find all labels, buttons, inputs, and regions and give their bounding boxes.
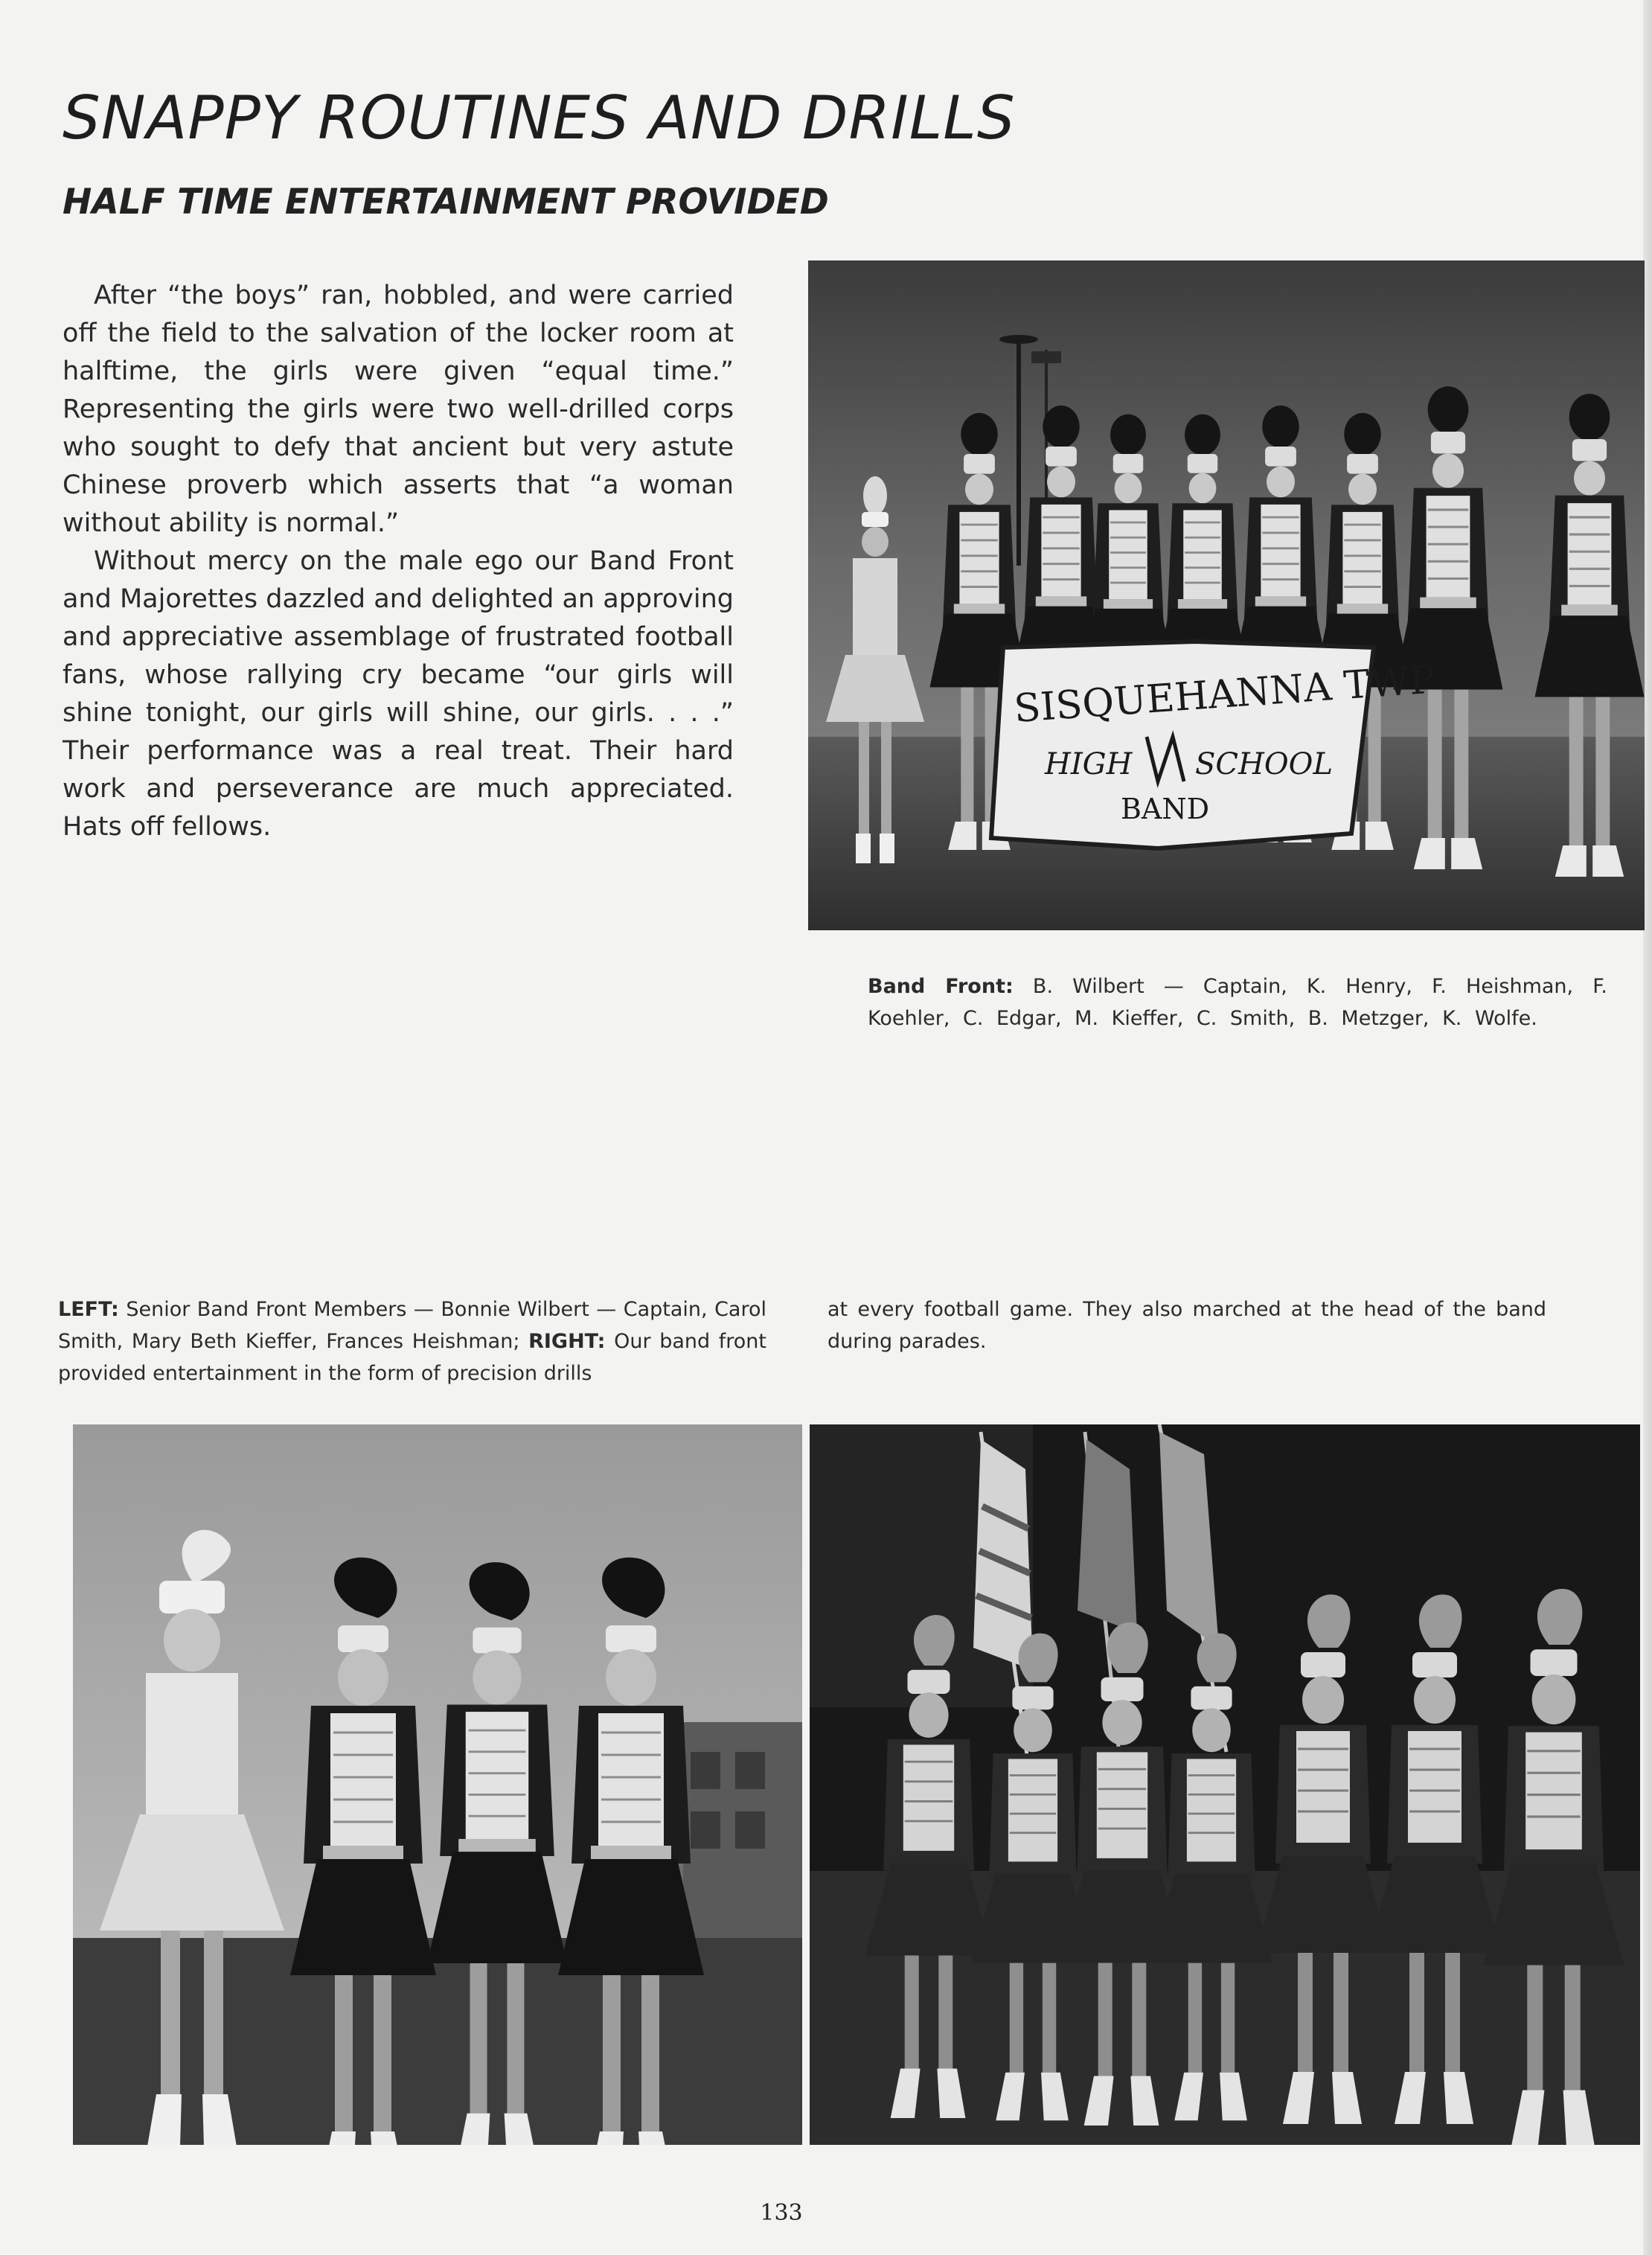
caption-bottom-left — [58, 1293, 766, 1389]
caption-lead-right: RIGHT: — [528, 1330, 606, 1353]
page-title: SNAPPY ROUTINES AND DRILLS — [63, 83, 1016, 153]
senior-members-photo — [73, 1424, 802, 2145]
caption-text-right: Our band front provided entertainment in the form of precision drills — [58, 1330, 766, 1385]
banner-line-1: SISQUEHANNA TWP — [1012, 657, 1437, 732]
banner-line-2-left: HIGH — [1045, 747, 1133, 781]
page-number: 133 — [760, 2200, 803, 2226]
body-paragraph: After “the boys” ran, hobbled, and were carried off the field to the salvation of the locker room at halftime, the girls were given “equal time.” Representing the girls were two well-drilled corps who sought to defy that ancient but very astute Chinese proverb which asserts that “a woman without ability is normal.” — [63, 281, 734, 538]
parade-photo — [810, 1424, 1640, 2145]
caption-lead: Band Front: — [868, 975, 1014, 998]
caption-text: B. Wilbert — Captain, K. Henry, F. Heishman, F. Koehler, C. Edgar, M. Kieffer, C. Smith, B. Metzger, K. Wolfe. — [868, 975, 1607, 1030]
caption-lead-left: LEFT: — [58, 1298, 119, 1321]
caption-bottom-right: at every football game. They also marched at the head of the band during parades. — [827, 1298, 1546, 1353]
body-paragraph: Without mercy on the male ego our Band Front and Majorettes dazzled and delighted an approving and appreciative assemblage of frustrated football fans, whose rallying cry became “our girls will shine tonight, our girls will shine, our girls. . . .” Their performance was a real treat. Their hard work and perseverance are much appreciated. Hats off fellows. — [63, 546, 734, 842]
caption-band-front — [868, 970, 1607, 1034]
page-subtitle: HALF TIME ENTERTAINMENT PROVIDED — [63, 182, 829, 223]
caption-text-left: Senior Band Front Members — Bonnie Wilbert — Captain, Carol Smith, Mary Beth Kieffer, Frances Heishman; — [58, 1298, 766, 1353]
body-text — [63, 277, 734, 846]
band-front-photo — [808, 260, 1645, 930]
banner-line-2-right: SCHOOL — [1195, 747, 1334, 781]
banner-line-3: BAND — [1121, 793, 1210, 825]
